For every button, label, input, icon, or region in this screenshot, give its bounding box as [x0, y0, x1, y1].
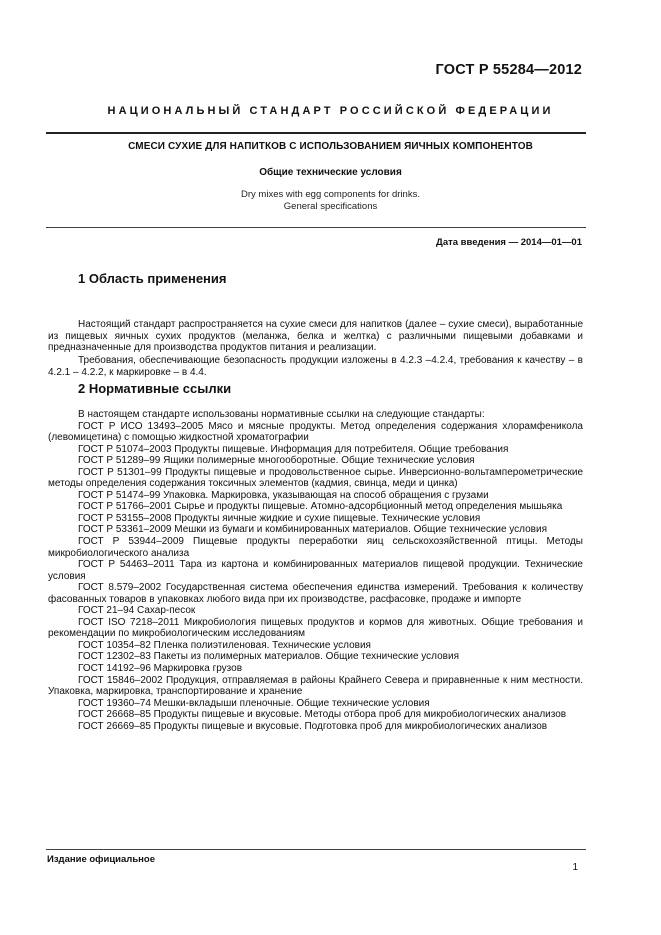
- reference-item: ГОСТ 12302–83 Пакеты из полимерных материалов. Общие технические условия: [78, 651, 459, 663]
- reference-item: ГОСТ Р 53944–2009 Пищевые продукты переработки яиц сельскохозяйственной птицы. Методы микробиологического анализа: [48, 536, 583, 559]
- normative-references: [48, 409, 583, 732]
- section-1-paragraph-1: [48, 319, 583, 354]
- reference-item: ГОСТ Р 54463–2011 Тара из картона и комбинированных материалов пищевой продукции. Технические условия: [48, 559, 583, 582]
- document-code: ГОСТ Р 55284—2012: [435, 62, 582, 78]
- official-edition-label: Издание официальное: [47, 854, 155, 865]
- reference-item: ГОСТ 26669–85 Продукты пищевые и вкусовые. Подготовка проб для микробиологических анализов: [78, 720, 548, 732]
- english-title-line-2: General specifications: [283, 200, 378, 212]
- footer-divider: [46, 849, 586, 850]
- section-1-paragraph-2: [48, 355, 583, 378]
- reference-item: ГОСТ 19360–74 Мешки-вкладыши пленочные. Общие технические условия: [78, 697, 430, 709]
- reference-item: ГОСТ 15846–2002 Продукция, отправляемая в районы Крайнего Севера и приравненные к ним местности. Упаковка, маркировка, транспортирование и хранение: [48, 674, 583, 698]
- reference-item: ГОСТ Р 51474–99 Упаковка. Маркировка, указывающая на способ обращения с грузами: [78, 489, 489, 501]
- reference-item: ГОСТ 26668–85 Продукты пищевые и вкусовые. Методы отбора проб для микробиологических анализов: [78, 709, 567, 721]
- introduction-date: Дата введения — 2014—01—01: [436, 237, 582, 248]
- national-standard-heading: НАЦИОНАЛЬНЫЙ СТАНДАРТ РОССИЙСКОЙ ФЕДЕРАЦИИ: [107, 105, 554, 117]
- reference-item: ГОСТ Р ИСО 13493–2005 Мясо и мясные продукты. Метод определения содержания хлорамфеникола (левомицетина) с помощью жидкостной хроматографии: [48, 420, 583, 444]
- reference-item: ГОСТ 14192–96 Маркировка грузов: [78, 663, 243, 675]
- reference-item: ГОСТ 8.579–2002 Государственная система обеспечения единства измерений. Требования к количеству фасованных товаров в упаковках любого вида при их производстве, расфасовке, продаже и импорте: [48, 582, 583, 605]
- section-1-paragraph-1-text: Настоящий стандарт распространяется на сухие смеси для напитков (далее – сухие смеси), выработанные из пищевых яичных сухих продуктов (меланжа, белка и желтка) с различными пищевыми добавками и предназначенные для производства продуктов питания и реализации.: [48, 319, 583, 354]
- document-title: СМЕСИ СУХИЕ ДЛЯ НАПИТКОВ С ИСПОЛЬЗОВАНИЕМ ЯИЧНЫХ КОМПОНЕНТОВ: [128, 141, 533, 152]
- references-intro: В настоящем стандарте использованы нормативные ссылки на следующие стандарты:: [78, 409, 485, 420]
- reference-item: ГОСТ 10354–82 Пленка полиэтиленовая. Технические условия: [78, 639, 371, 651]
- english-title: [0, 189, 661, 212]
- reference-item: ГОСТ Р 51301–99 Продукты пищевые и продовольственное сырье. Инверсионно-вольтамперометрические методы определения содержания токсичных элементов (кадмия, свинца, меди и цинка): [48, 466, 583, 490]
- reference-item: ГОСТ Р 51289–99 Ящики полимерные многооборотные. Общие технические условия: [78, 455, 475, 467]
- section-1-heading: 1 Область применения: [78, 271, 227, 286]
- header-divider: [46, 132, 586, 134]
- english-title-line-1: Dry mixes with egg components for drinks.: [241, 189, 420, 200]
- reference-item: ГОСТ Р 51074–2003 Продукты пищевые. Информация для потребителя. Общие требования: [78, 443, 509, 455]
- page-number: 1: [572, 862, 578, 873]
- section-1-paragraph-2-text: Требования, обеспечивающие безопасность продукции изложены в 4.2.3 –4.2.4, требования к качеству – в 4.2.1 – 4.2.2, к маркировке – в 4.4.: [48, 355, 583, 378]
- date-divider: [46, 227, 586, 228]
- reference-item: ГОСТ ISO 7218–2011 Микробиология пищевых продуктов и кормов для животных. Общие требования и рекомендации по микробиологическим исследованиям: [48, 616, 583, 640]
- section-2-heading: 2 Нормативные ссылки: [78, 381, 232, 396]
- reference-item: ГОСТ Р 51766–2001 Сырье и продукты пищевые. Атомно-адсорбционный метод определения мышьяка: [78, 501, 563, 513]
- reference-item: ГОСТ Р 53361–2009 Мешки из бумаги и комбинированных материалов. Общие технические условия: [78, 524, 547, 536]
- reference-item: ГОСТ 21–94 Сахар-песок: [78, 605, 196, 617]
- reference-item: ГОСТ Р 53155–2008 Продукты яичные жидкие и сухие пищевые. Технические условия: [78, 512, 481, 524]
- document-subtitle: Общие технические условия: [259, 167, 402, 178]
